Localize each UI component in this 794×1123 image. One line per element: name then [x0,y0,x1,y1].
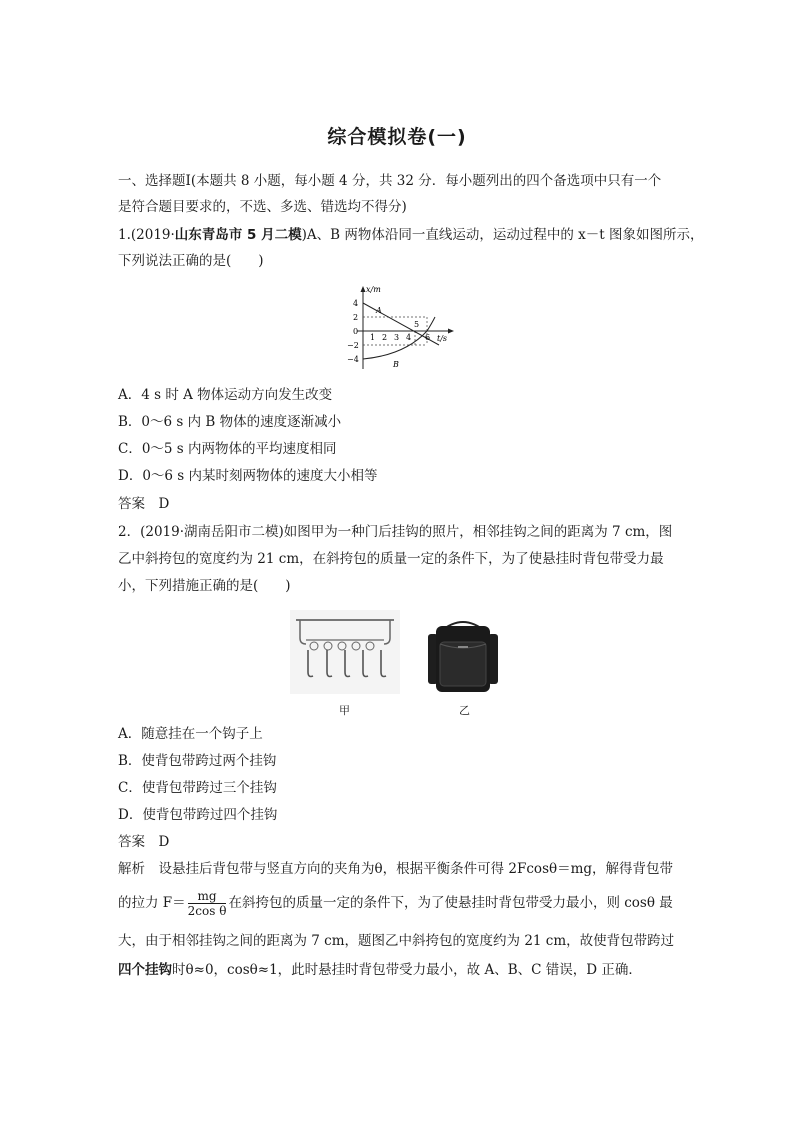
q1-source: 山东青岛市 5 月二模 [174,227,302,243]
y-tick-0: 0 [353,327,359,336]
q2-analysis-line2 [118,888,673,918]
y-axis-label: x/m [366,285,381,294]
q1-option-a: A．4 s 时 A 物体运动方向发生改变 [118,387,333,403]
q1-option-d: D．0～6 s 内某时刻两物体的速度大小相等 [118,468,378,484]
section-instructions-line1: 一、选择题Ⅰ(本题共 8 小题，每小题 4 分，共 32 分．每小题列出的四个备选项中只有一个 [118,173,662,189]
bag-logo [458,646,468,648]
analysis-line2-rest: 在斜挎包的质量一定的条件下，为了使悬挂时背包带受力最小，则 cosθ 最 [228,895,673,911]
y-axis-arrow [361,286,366,292]
y-tick-4: 4 [353,299,359,308]
caption-jia: 甲 [339,704,350,717]
caption-yi: 乙 [459,704,470,717]
question-1-stem-line2: 下列说法正确的是( ) [118,253,264,269]
analysis-line4-rest: 时θ≈0，cosθ≈1，此时悬挂时背包带受力最小，故 A、B、C 错误，D 正确． [172,962,642,978]
bag-front-pocket [440,642,486,686]
x-tick-4: 4 [406,333,412,342]
label-a: A [376,306,382,315]
question-2-stem-line3: 小，下列措施正确的是( ) [118,578,291,594]
page-title: 综合模拟卷(一) [327,126,467,148]
y-tick-minus4: −4 [347,355,359,364]
door-hook-photo [290,610,400,694]
q2-analysis-line1: 解析 设悬挂后背包带与竖直方向的夹角为θ，根据平衡条件可得 2Fcosθ＝mg，解得背包带 [118,861,674,877]
q1-answer: 答案 D [118,496,170,512]
fraction-numerator: mg [188,889,227,904]
question-2-stem-line2: 乙中斜挎包的宽度约为 21 cm，在斜挎包的质量一定的条件下，为了使悬挂时背包带受力最 [118,551,664,567]
fraction-denominator: 2cos θ [187,904,227,918]
x-axis-label: t/s [437,334,448,343]
section-instructions-line2: 是符合题目要求的，不选、多选、错选均不得分) [118,199,407,215]
analysis-tension-prefix: 的拉力 F＝ [118,895,186,911]
y-tick-minus2: −2 [347,341,359,350]
x-tick-1: 1 [370,333,376,342]
q2-option-c: C．使背包带跨过三个挂钩 [118,780,277,796]
x-t-graph [335,283,460,373]
crossbody-bag-photo [420,610,506,696]
q2-option-a: A．随意挂在一个钩子上 [118,726,263,742]
x-tick-6: 6 [425,333,431,342]
q2-option-d: D．使背包带跨过四个挂钩 [118,807,278,823]
q1-stem-prefix: 1.(2019· [118,227,175,243]
x-tick-3: 3 [394,333,400,342]
analysis-four-hooks: 四个挂钩 [118,962,172,978]
q2-answer: 答案 D [118,834,170,850]
q2-analysis-line4 [118,960,642,980]
label-b: B [393,360,399,369]
y-tick-2: 2 [353,313,359,322]
x-tick-5: 5 [414,320,420,329]
x-axis-arrow [448,329,454,334]
q2-option-b: B．使背包带跨过两个挂钩 [118,753,277,769]
q1-stem-rest: )A、B 两物体沿同一直线运动，运动过程中的 x－t 图象如图所示， [301,227,704,243]
x-tick-2: 2 [382,333,388,342]
question-2-stem-line1: 2．(2019·湖南岳阳市二模)如图甲为一种门后挂钩的照片，相邻挂钩之间的距离为 7 cm，图 [118,524,673,540]
q1-option-c: C．0～5 s 内两物体的平均速度相同 [118,441,337,457]
question-1-stem [118,225,703,245]
q2-analysis-line3: 大，由于相邻挂钩之间的距离为 7 cm，题图乙中斜挎包的宽度约为 21 cm，故使背包带跨过 [118,933,675,949]
q1-option-b: B．0～6 s 内 B 物体的速度逐渐减小 [118,414,342,430]
tension-fraction [188,889,227,918]
